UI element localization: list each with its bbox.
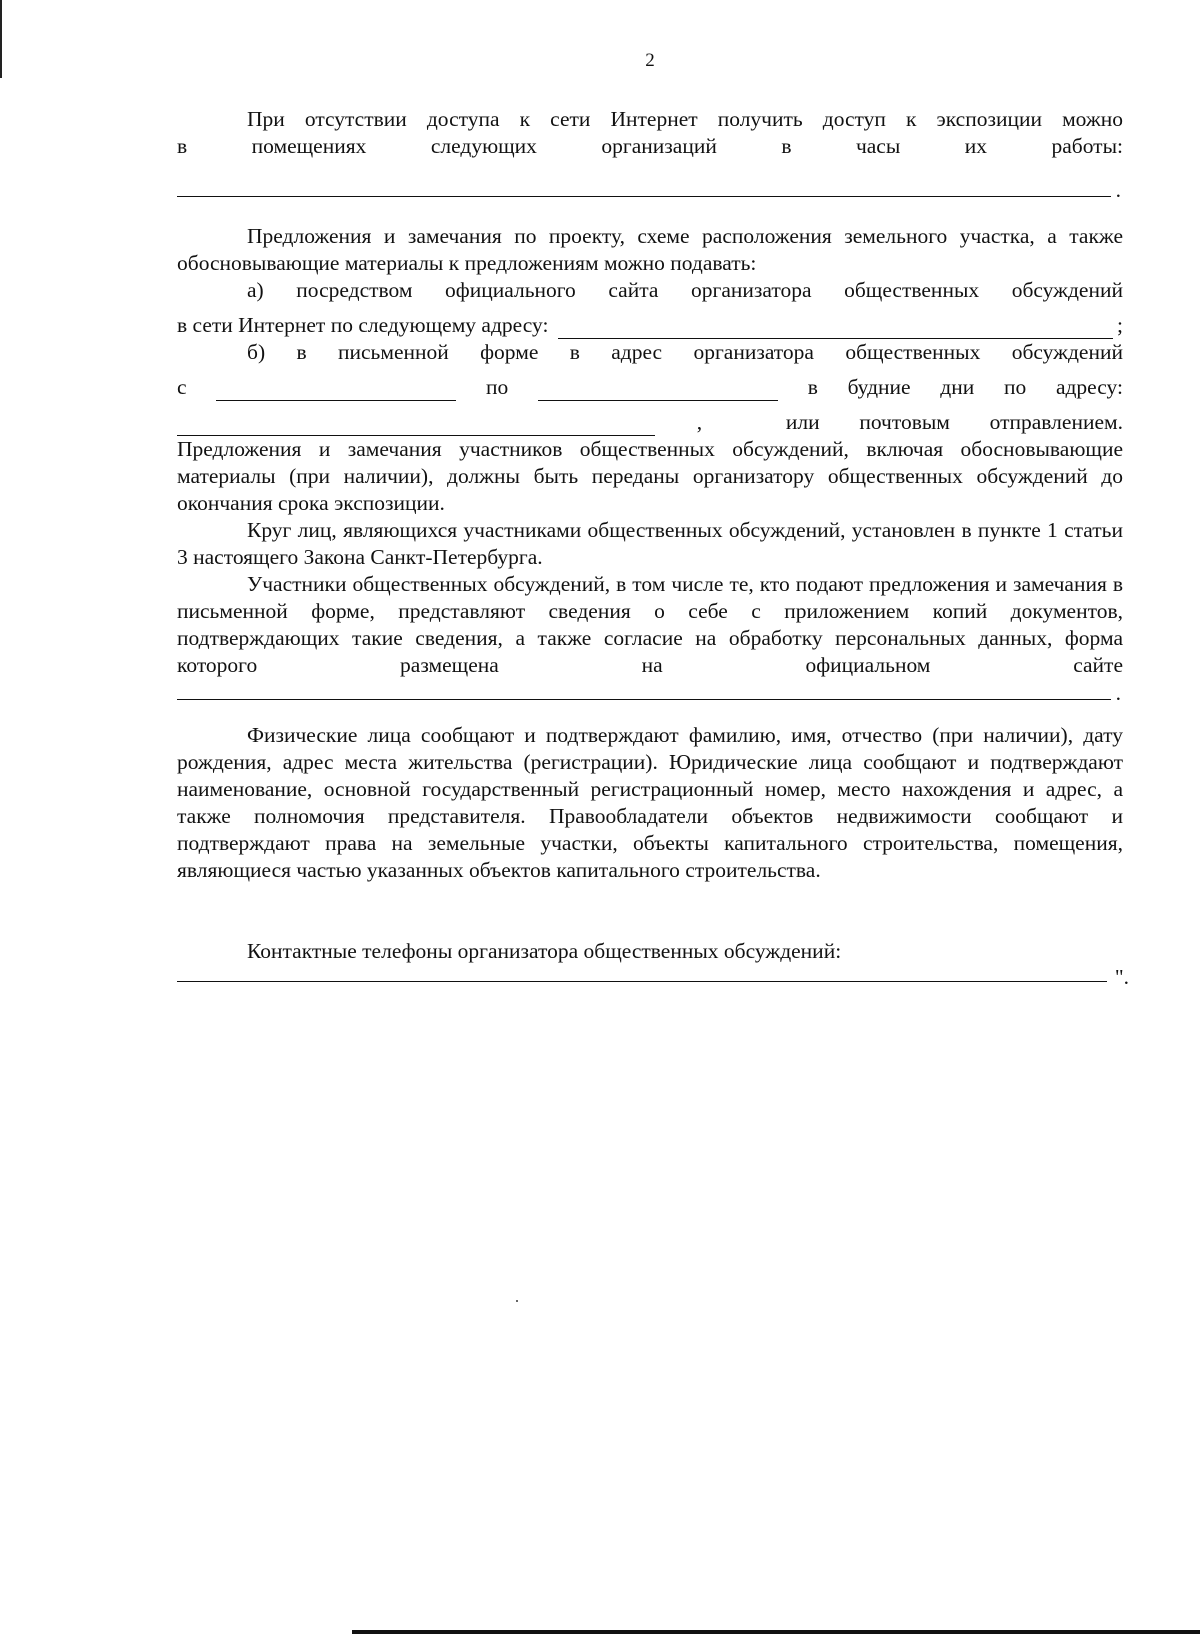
blank-field-official-site (177, 681, 1121, 705)
word: будние (847, 375, 911, 399)
paragraph-participants-circle: Круг лиц, являющихся участниками общественных обсуждений, установлен в пункте 1 статьи 3 настоящего Закона Санкт-Петербурга. (177, 518, 1123, 569)
website-address-label: в сети Интернет по следующему адресу: (177, 313, 549, 337)
word: следующих (430, 134, 537, 158)
blank-field-organizations (177, 178, 1121, 202)
paragraph-access-offline: При отсутствии доступа к сети Интернет получить доступ к экспозиции можно (247, 107, 1123, 131)
paragraph-option-b-rest: Предложения и замечания участников общественных обсуждений, включая обосновывающие материалы (при наличии), должны быть переданы организатору общественных обсуждений до окончания срока экспозиции. (177, 437, 1123, 515)
word: в (177, 134, 188, 158)
word: дни (940, 375, 975, 399)
date-from-field (216, 382, 456, 401)
scan-speck (516, 1300, 518, 1302)
word: организаций (601, 134, 717, 158)
closing-quote-period: ". (1114, 965, 1129, 989)
paragraph-option-a: а) посредством официального сайта организатора общественных обсуждений (247, 278, 1123, 302)
postal-address-field (177, 417, 655, 436)
word: отправлением. (989, 410, 1123, 434)
comma: , (696, 410, 703, 434)
page-number: 2 (645, 50, 655, 71)
word: по (1003, 375, 1027, 399)
scan-edge-bottom (352, 1630, 1200, 1634)
paragraph-participants-info: Участники общественных обсуждений, в том числе те, кто подают предложения и замечания в письменной форме, представляют сведения о себе с приложением копий документов, подтверждающих такие сведения, а также согласие на обработку персональных данных, форма которого размещена на официальном сайте (177, 572, 1123, 677)
paragraph-option-a-line2 (177, 312, 1123, 339)
website-address-field (558, 320, 1113, 339)
word: адресу: (1055, 375, 1123, 399)
line-end-period: . (1115, 681, 1121, 705)
document-body (177, 106, 1129, 989)
word: или (785, 410, 820, 434)
paragraph-identity-requirements: Физические лица сообщают и подтверждают фамилию, имя, отчество (при наличии), дату рождения, адрес места жительства (регистрации). Юридические лица сообщают и подтверждают наименование, основной государственный регистрационный номер, место нахождения и адрес, а также полномочия представителя. Правообладатели объектов недвижимости сообщают и подтверждают права на земельные участки, объекты капитального строительства, помещения, являющиеся частью указанных объектов капитального строительства. (177, 723, 1123, 882)
line-end-semicolon: ; (1117, 313, 1123, 337)
word: помещениях (251, 134, 367, 158)
date-to-label: по (485, 375, 509, 399)
word: в (781, 134, 792, 158)
date-from-label: с (177, 375, 187, 399)
paragraph-option-b: б) в письменной форме в адрес организатора общественных обсуждений (247, 340, 1123, 364)
paragraph-option-b-dates (177, 374, 1123, 401)
word: почтовым (859, 410, 950, 434)
paragraph-option-b-address (177, 409, 1123, 436)
paragraph-proposals: Предложения и замечания по проекту, схеме расположения земельного участка, а также обосновывающие материалы к предложениям можно подавать: (177, 224, 1123, 275)
word: в (807, 375, 818, 399)
line-end-period: . (1115, 178, 1121, 202)
paragraph-access-offline-line2 (177, 133, 1123, 160)
date-to-field (538, 382, 778, 401)
paragraph-contact-phones: Контактные телефоны организатора общественных обсуждений: (247, 939, 842, 963)
blank-field-contact-phones (177, 965, 1129, 989)
word: их (964, 134, 988, 158)
word: работы: (1051, 134, 1123, 158)
word: часы (855, 134, 901, 158)
